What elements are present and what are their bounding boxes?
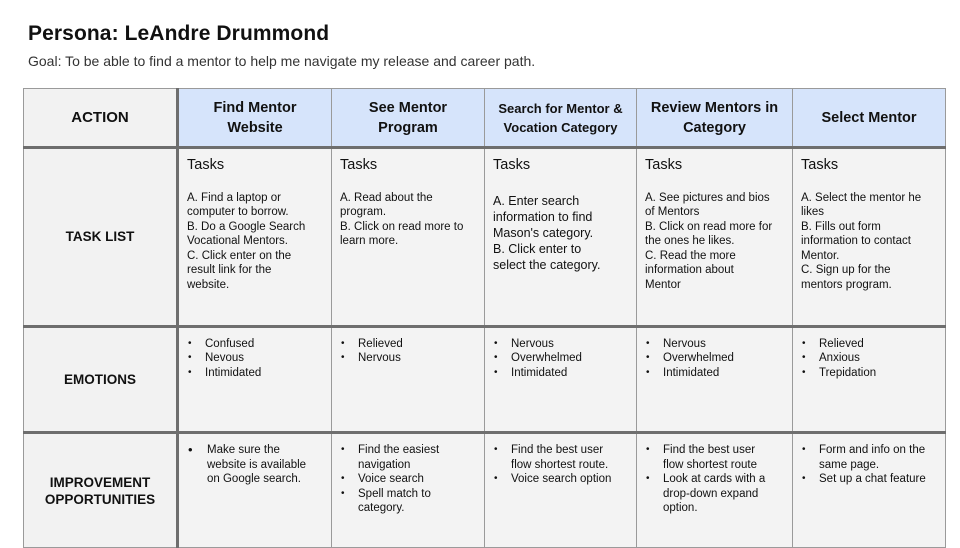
- task-line: A. Enter search: [493, 193, 580, 208]
- emotion-list: [802, 337, 939, 381]
- stage-review-mentors: [637, 89, 793, 148]
- improvement-line: • Find the best user: [511, 444, 604, 457]
- improvement-line: • Voice search: [358, 473, 424, 486]
- tasks-heading: Tasks: [801, 157, 839, 174]
- task-list-row: [24, 148, 946, 326]
- task-line: Vocational Mentors.: [187, 235, 289, 248]
- improvement-item: [341, 472, 478, 487]
- emotion-list: [341, 337, 478, 366]
- task-line: mentors program.: [801, 278, 892, 291]
- task-list-label: TASK LIST: [24, 148, 178, 326]
- emotions-cell: [178, 326, 332, 433]
- improvement-line: flow shortest route: [663, 458, 757, 471]
- improvement-list: [494, 443, 630, 487]
- emotion-item: • Nervous: [494, 337, 630, 352]
- improvement-line: • Voice search option: [511, 473, 612, 486]
- stage-title-line: See Mentor: [368, 99, 448, 116]
- stage-title-line: Find Mentor: [213, 99, 297, 116]
- improvement-cell: [178, 433, 332, 548]
- task-line: the ones he likes.: [645, 235, 735, 248]
- improvement-item: [802, 472, 939, 487]
- stage-search-mentor-category: [485, 89, 637, 148]
- improvement-item: [494, 472, 630, 487]
- tasks-heading: Tasks: [187, 157, 225, 174]
- improvement-list: [188, 443, 325, 487]
- emotion-list: [494, 337, 630, 381]
- tasks-cell: [637, 148, 793, 326]
- improvement-line: • Look at cards with a: [663, 473, 766, 486]
- stage-title-line: Category: [683, 119, 746, 136]
- task-line: of Mentors: [645, 206, 700, 219]
- task-line: A. See pictures and bios: [645, 191, 770, 204]
- improvement-line: • Spell match to: [358, 487, 431, 500]
- task-line: B. Do a Google Search: [187, 220, 306, 233]
- task-line: A. Read about the: [340, 191, 433, 204]
- improvement-item: [646, 472, 786, 516]
- improvement-line: flow shortest route.: [511, 458, 609, 471]
- improvement-line: • Make sure the: [207, 444, 280, 457]
- task-line: information about: [645, 264, 734, 277]
- improvement-item: [341, 487, 478, 516]
- improvement-list: [646, 443, 786, 516]
- task-line: A. Find a laptop or: [187, 191, 281, 204]
- improvement-line: same page.: [819, 458, 880, 471]
- improvement-line: drop-down expand: [663, 487, 759, 500]
- emotions-row: [24, 326, 946, 433]
- improvement-cell: [485, 433, 637, 548]
- task-line: A. Select the mentor he: [801, 191, 922, 204]
- task-line: C. Click enter on the: [187, 249, 292, 262]
- task-line: likes: [801, 206, 825, 219]
- emotion-item: • Anxious: [802, 351, 939, 366]
- tasks-cell: [485, 148, 637, 326]
- emotion-list: [646, 337, 786, 381]
- task-text: [493, 193, 628, 273]
- improvement-line: • Set up a chat feature: [819, 473, 926, 486]
- journey-map-table: [23, 88, 946, 548]
- improvement-item: [646, 443, 786, 472]
- emotions-label: EMOTIONS: [24, 326, 178, 433]
- improvement-cell: [637, 433, 793, 548]
- task-line: B. Click on read more for: [645, 220, 773, 233]
- task-text: [340, 191, 476, 249]
- task-text: [645, 191, 784, 293]
- improvement-line: option.: [663, 502, 698, 515]
- emotion-item: • Intimidated: [494, 366, 630, 381]
- improvement-line: • Find the easiest: [358, 444, 440, 457]
- action-header: ACTION: [24, 89, 178, 148]
- improvement-item: [188, 443, 325, 487]
- improvement-label-line: IMPROVEMENT: [49, 474, 151, 490]
- improvement-line: category.: [358, 502, 405, 515]
- tasks-cell: [178, 148, 332, 326]
- emotion-item: • Intimidated: [646, 366, 786, 381]
- emotion-item: • Nevous: [188, 351, 325, 366]
- stage-see-mentor-program: [332, 89, 485, 148]
- improvement-cell: [332, 433, 485, 548]
- task-line: B. Fills out form: [801, 220, 881, 233]
- improvement-cell: [793, 433, 946, 548]
- task-line: website.: [187, 278, 230, 291]
- improvement-list: [802, 443, 939, 487]
- improvement-item: [494, 443, 630, 472]
- persona-title: Persona: LeAndre Drummond: [28, 22, 330, 45]
- emotions-cell: [485, 326, 637, 433]
- improvement-line: • Find the best user: [663, 444, 756, 457]
- improvement-list: [341, 443, 478, 516]
- emotion-item: • Overwhelmed: [494, 351, 630, 366]
- emotions-cell: [332, 326, 485, 433]
- task-line: Mason's category.: [493, 225, 594, 240]
- improvement-label-line: OPPORTUNITIES: [44, 491, 156, 507]
- improvement-line: navigation: [358, 458, 411, 471]
- improvement-label: [24, 433, 178, 548]
- stage-title-line: Vocation Category: [503, 119, 618, 135]
- stage-select-mentor: [793, 89, 946, 148]
- task-line: Mentor.: [801, 249, 840, 262]
- emotions-cell: [637, 326, 793, 433]
- task-line: program.: [340, 206, 387, 219]
- emotion-item: • Nervous: [341, 351, 478, 366]
- improvement-line: • Form and info on the: [819, 444, 926, 457]
- stage-title-line: Search for Mentor &: [498, 100, 623, 116]
- tasks-heading: Tasks: [493, 157, 531, 174]
- emotion-item: • Relieved: [341, 337, 478, 352]
- tasks-heading: Tasks: [645, 157, 683, 174]
- stage-title-line: Select Mentor: [821, 109, 917, 126]
- persona-goal: Goal: To be able to find a mentor to help me navigate my release and career path.: [28, 53, 536, 69]
- emotion-item: • Trepidation: [802, 366, 939, 381]
- improvement-item: [802, 443, 939, 472]
- emotion-item: • Intimidated: [188, 366, 325, 381]
- improvement-line: on Google search.: [207, 473, 301, 486]
- task-line: Mentor: [645, 278, 681, 291]
- emotion-item: • Nervous: [646, 337, 786, 352]
- stage-title-line: Program: [378, 119, 438, 136]
- emotions-cell: [793, 326, 946, 433]
- improvement-row: [24, 433, 946, 548]
- task-text: [801, 191, 937, 293]
- emotion-item: • Relieved: [802, 337, 939, 352]
- stage-title-line: Review Mentors in: [650, 99, 779, 116]
- emotion-item: • Overwhelmed: [646, 351, 786, 366]
- stage-header-row: [24, 89, 946, 148]
- task-line: learn more.: [340, 235, 399, 248]
- task-line: information to find: [493, 209, 593, 224]
- emotion-list: [188, 337, 325, 381]
- stage-find-mentor-website: [178, 89, 332, 148]
- task-text: [187, 191, 323, 293]
- tasks-cell: [793, 148, 946, 326]
- task-line: computer to borrow.: [187, 206, 289, 219]
- task-line: result link for the: [187, 264, 272, 277]
- tasks-heading: Tasks: [340, 157, 378, 174]
- improvement-item: [341, 443, 478, 472]
- stage-title-line: Website: [227, 119, 283, 136]
- emotion-item: • Confused: [188, 337, 325, 352]
- tasks-cell: [332, 148, 485, 326]
- task-line: B. Click on read more to: [340, 220, 464, 233]
- task-line: B. Click enter to: [493, 241, 582, 256]
- task-line: C. Sign up for the: [801, 264, 891, 277]
- task-line: information to contact: [801, 235, 911, 248]
- improvement-line: website is available: [207, 458, 307, 471]
- task-line: select the category.: [493, 257, 601, 272]
- task-line: C. Read the more: [645, 249, 736, 262]
